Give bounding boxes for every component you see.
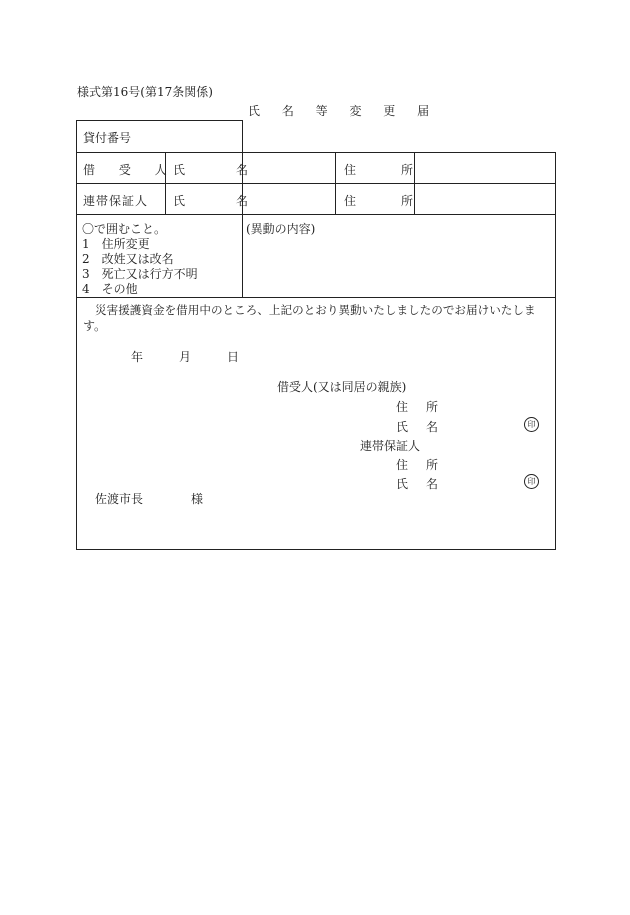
change-details-label: (異動の内容) (246, 222, 316, 236)
guarantor-heading: 連帯保証人 (360, 439, 421, 453)
borrower-heading: 借受人(又は同居の親族) (277, 380, 407, 394)
option-item: 2 改姓又は改名 (82, 252, 174, 266)
date-line: 年 月 日 (131, 350, 244, 364)
statement-line: す。 (83, 319, 107, 333)
seal-icon: 印 (524, 417, 539, 432)
borrower-label: 借 受 人 (83, 163, 177, 177)
borrower-name-label: 氏 名 (173, 163, 258, 177)
option-item: 4 その他 (82, 282, 138, 296)
circle-instruction: 〇で囲むこと。 (82, 222, 167, 236)
guarantor-label: 連帯保証人 (83, 194, 149, 208)
borrower-address: 住 所 (396, 400, 442, 414)
row-divider (76, 183, 556, 184)
column-divider (335, 152, 336, 214)
row-divider (76, 214, 556, 215)
seal-icon: 印 (524, 474, 539, 489)
form-number: 様式第16号(第17条関係) (77, 85, 213, 99)
option-item: 1 住所変更 (82, 237, 150, 251)
borrower-name: 氏 名 (396, 420, 442, 434)
guarantor-address-label: 住 所 (344, 194, 421, 208)
form-title: 氏 名 等 変 更 届 (248, 104, 439, 118)
guarantor-name: 氏 名 (396, 477, 442, 491)
guarantor-address: 住 所 (396, 458, 442, 472)
statement-line: 災害援護資金を借用中のところ、上記のとおり異動いたしましたのでお届けいたしま (95, 303, 536, 317)
guarantor-name-label: 氏 名 (173, 194, 258, 208)
recipient-line: 佐渡市長 様 (95, 492, 204, 506)
loan-number-label: 貸付番号 (83, 131, 132, 145)
borrower-address-label: 住 所 (344, 163, 421, 177)
row-divider (76, 297, 556, 298)
option-item: 3 死亡又は行方不明 (82, 267, 198, 281)
